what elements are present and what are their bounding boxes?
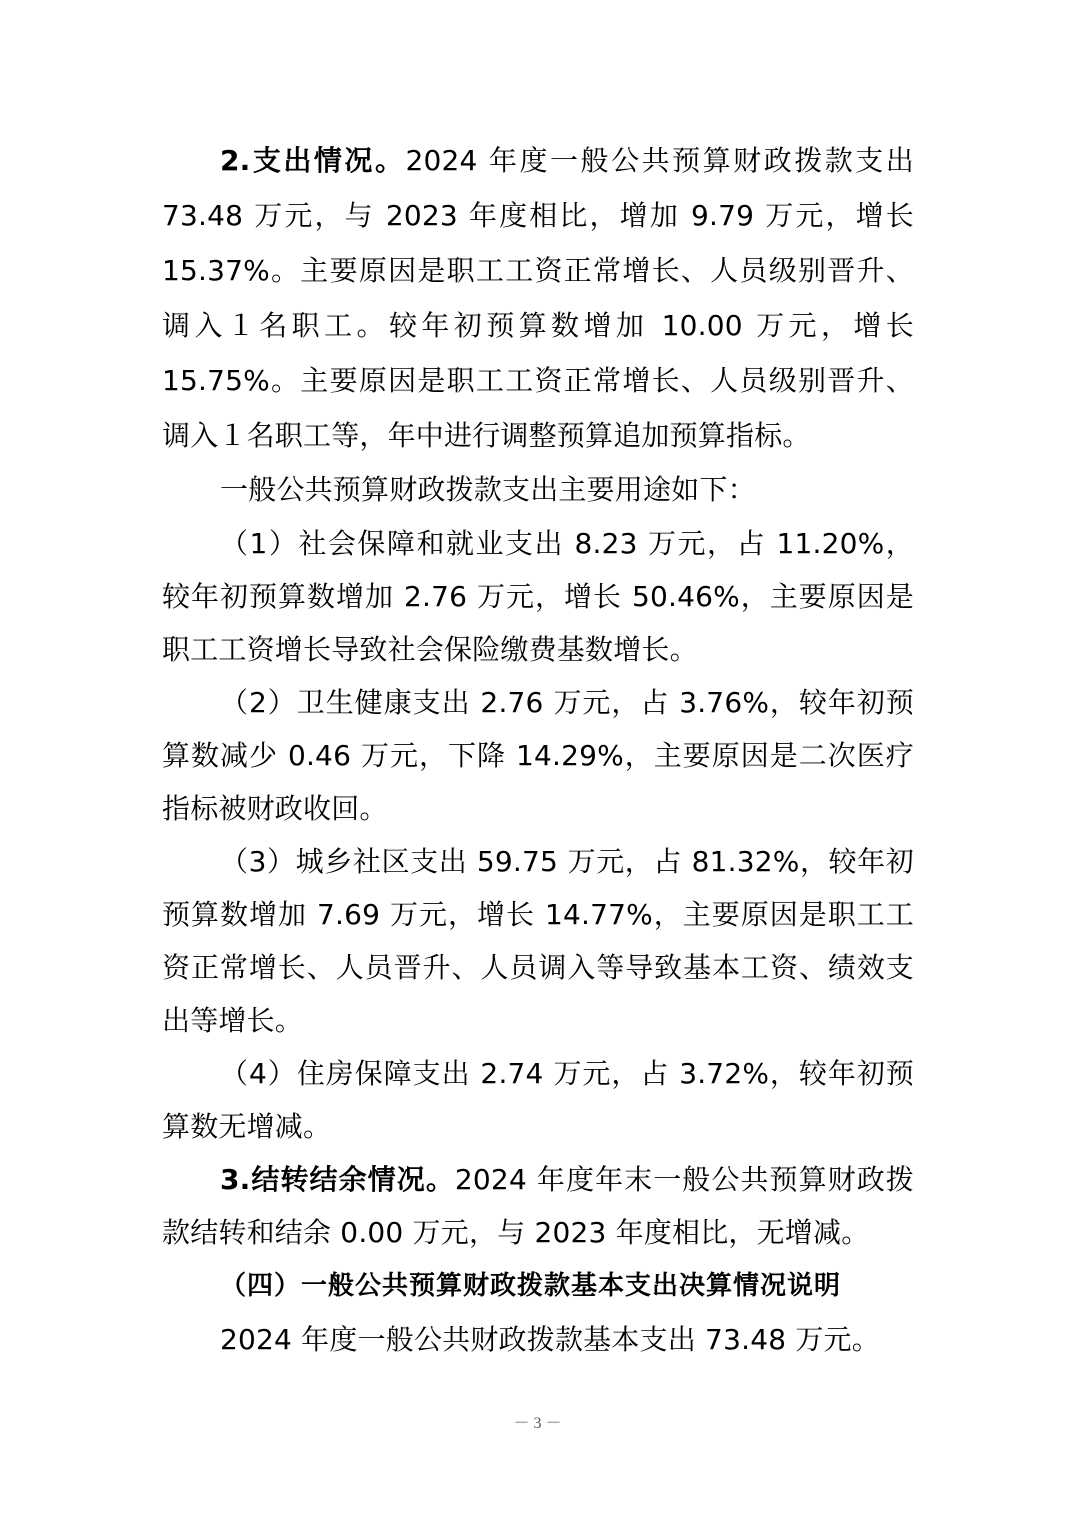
heading-expenditure: 2.支出情况。 — [220, 144, 406, 177]
paragraph-item-4 — [162, 1047, 914, 1153]
paragraph-expenditure-text: 2024 年度一般公共预算财政拨款支出 73.48 万元，与 2023 年度相比，增加 9.79 万元，增长 15.37%。主要原因是职工工资正常增长、人员级别晋升、调入１名职工。较年初预算数增加 10.00 万元，增长 15.75%。主要原因是职工工资正常增长、人员级别晋升、调入１名职工等，年中进行调整预算追加预算指标。 — [162, 144, 914, 452]
paragraph-item-1 — [162, 517, 914, 676]
paragraph-item-3-text: （3）城乡社区支出 59.75 万元，占 81.32%，较年初预算数增加 7.69 万元，增长 14.77%，主要原因是职工工资正常增长、人员晋升、人员调入等导致基本工资、绩效支出等增长。 — [162, 845, 914, 1037]
paragraph-item-2-text: （2）卫生健康支出 2.76 万元，占 3.76%，较年初预算数减少 0.46 万元，下降 14.29%，主要原因是二次医疗指标被财政收回。 — [162, 686, 914, 825]
paragraph-item-3 — [162, 835, 914, 1047]
paragraph-item-2 — [162, 676, 914, 835]
paragraph-item-1-text: （1）社会保障和就业支出 8.23 万元，占 11.20%，较年初预算数增加 2.76 万元，增长 50.46%，主要原因是职工工资增长导致社会保险缴费基数增长。 — [162, 527, 914, 666]
paragraph-usage-intro — [162, 463, 914, 517]
paragraph-usage-intro-text: 一般公共预算财政拨款支出主要用途如下： — [220, 473, 756, 506]
paragraph-carryover-text: 2024 年度年末一般公共预算财政拨款结转和结余 0.00 万元，与 2023 年度相比，无增减。 — [162, 1163, 915, 1249]
heading-carryover: 3.结转结余情况。 — [220, 1163, 455, 1196]
paragraph-basic-expenditure — [162, 1313, 914, 1367]
page-number: － 3 － — [513, 1415, 562, 1432]
paragraph-basic-expenditure-text: 2024 年度一般公共财政拨款基本支出 73.48 万元。 — [220, 1323, 880, 1356]
paragraph-expenditure — [162, 133, 914, 463]
document-body — [162, 133, 914, 1367]
paragraph-item-4-text: （4）住房保障支出 2.74 万元，占 3.72%，较年初预算数无增减。 — [162, 1057, 914, 1143]
paragraph-carryover — [162, 1153, 914, 1259]
section-heading: （四）一般公共预算财政拨款基本支出决算情况说明 — [220, 1271, 842, 1301]
